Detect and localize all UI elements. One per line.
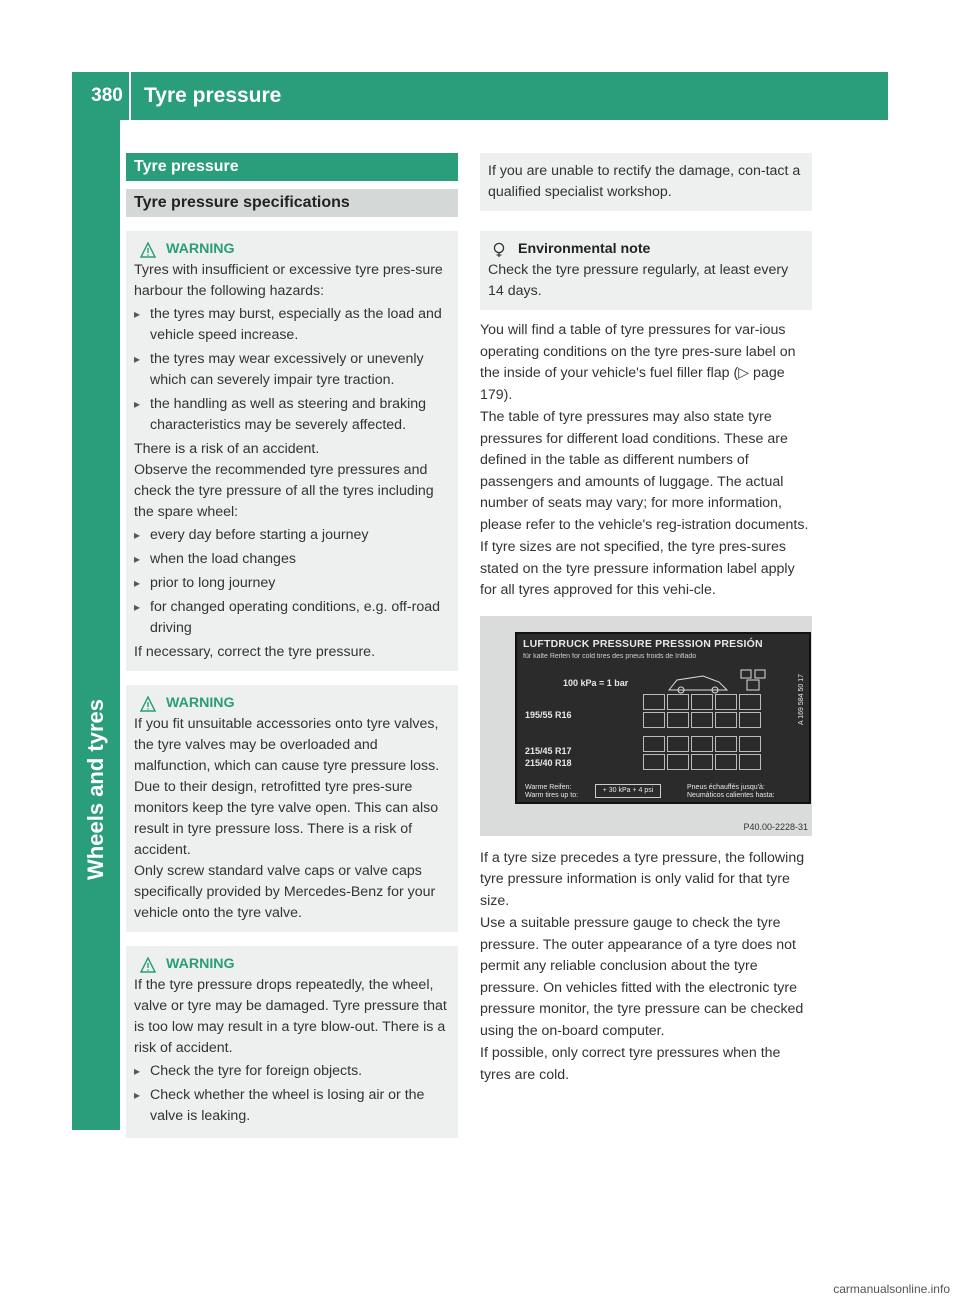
list-item: ▸ the tyres may burst, especially as the load and vehicle speed increase. [134,304,450,346]
list-item: ▸ the handling as well as steering and braking characteristics may be severely affected. [134,394,450,436]
chapter-side-tab [72,120,120,1130]
list-item: ▸ prior to long journey [134,573,450,594]
hazard-list [134,304,450,436]
warning-heading: WARNING [166,956,235,972]
paragraph: The table of tyre pressures may also state tyre pressures for different load conditions. These are defined in the table as different numbers of passengers and amounts of luggage. The actual number of seats may vary; for more information, please refer to the vehicle's reg-istration documents. [480,409,809,533]
warning-heading: WARNING [166,241,235,257]
warning-triangle-icon [140,957,156,973]
lightbulb-icon [492,242,506,258]
environmental-note-heading: Environmental note [518,241,651,257]
tyre-size-3: 215/40 R18 [525,757,572,768]
warning-intro: Tyres with insufficient or excessive tyre pres-sure harbour the following hazards: [134,262,443,299]
warning-text: If you fit unsuitable accessories onto tyre valves, the tyre valves may be overloaded and malfunction, which can cause tyre pressure loss. Due to their design, retrofitted tyre pres-sure monitors keep the tyre valve open. This can also result in tyre pressure loss. There is a risk of accident. [134,716,440,858]
warning-text: If the tyre pressure drops repeatedly, the wheel, valve or tyre may be damaged. Tyre pressure that is too low may result in a tyre blow-out. There is a risk of accident. [134,977,447,1056]
page-number: 380 [91,85,123,106]
vehicle-load-icon [667,668,771,694]
paragraph: If possible, only correct tyre pressures when the tyres are cold. [480,1045,781,1083]
list-item: ▸ the tyres may wear excessively or unevenly which can severely impair tyre traction. [134,349,450,391]
warning-box-2 [126,685,458,932]
tyre-size-2: 215/45 R17 [525,745,572,756]
tyre-pressure-label-figure [480,616,812,836]
paragraph: Use a suitable pressure gauge to check the tyre pressure. The outer appearance of a tyre does not permit any reliable conclusion about the tyre pressure. On vehicles fitted with the electronic tyre pressure monitor, the tyre pressure can be checked using the on-board computer. [480,915,804,1039]
list-item: ▸ when the load changes [134,549,450,570]
paragraph: If tyre sizes are not specified, the tyre pres-sures stated on the tyre pressure information label apply for all tyres approved for this vehi-cle. [480,539,795,598]
tyre-size-1: 195/55 R16 [525,709,572,720]
warning-box-3 [126,946,458,1138]
warm-tyres-addition: + 30 kPa + 4 psi [595,784,661,798]
check-list [134,525,450,639]
list-item: ▸ every day before starting a journey [134,525,450,546]
list-item: ▸ Check whether the wheel is losing air or the valve is leaking. [134,1085,450,1127]
environmental-note-text: Check the tyre pressure regularly, at least every 14 days. [488,262,789,299]
paragraph: If a tyre size precedes a tyre pressure, the following tyre pressure information is only valid for that tyre size. [480,849,805,909]
label-part-number: A 169 584 50 17 [798,673,805,725]
header-divider [129,72,131,120]
risk-text: There is a risk of an accident. [134,441,320,457]
label-unit-note: 100 kPa = 1 bar [563,677,629,688]
warm-tyres-note: Warme Reifen: Warm tires up to: [525,783,579,799]
warning-box-1 [126,231,458,671]
action-list [134,1061,450,1127]
list-item: ▸ Check the tyre for foreign objects. [134,1061,450,1082]
page-header [72,72,888,120]
tyre-pressure-label [515,632,811,804]
continued-text: If you are unable to rectify the damage, con-tact a qualified specialist workshop. [488,163,801,200]
chapter-label: Wheels and tyres [83,699,108,880]
warm-tyres-note-fr-es: Pneus échauffés jusqu'à: Neumáticos calientes hasta: [687,783,775,799]
continued-warning-box [480,153,812,211]
pressure-grid [643,694,761,778]
warning-heading: WARNING [166,695,235,711]
left-column [126,153,458,1138]
label-subtitle: für kalte Reifen for cold tires des pneus froids de Inflado [523,652,697,660]
warning-text: Only screw standard valve caps or valve caps specifically provided by Mercedes-Benz for your vehicle onto the tyre valve. [134,863,436,921]
environmental-note-box [480,231,812,310]
warning-triangle-icon [140,696,156,712]
list-item: ▸ for changed operating conditions, e.g. off-road driving [134,597,450,639]
section-title: Tyre pressure [126,153,458,181]
subsection-title: Tyre pressure specifications [126,189,458,217]
correct-text: If necessary, correct the tyre pressure. [134,644,376,660]
figure-caption: P40.00-2228-31 [743,821,808,832]
label-title: LUFTDRUCK PRESSURE PRESSION PRESIÓN [523,637,763,650]
paragraph: You will find a table of tyre pressures for var-ious operating conditions on the tyre pres-sure label on the inside of your vehicle's fuel filler flap (▷ page 179). [480,322,796,403]
observe-text: Observe the recommended tyre pressures and check the tyre pressure of all the tyres including the spare wheel: [134,462,434,520]
header-title: Tyre pressure [144,84,282,107]
watermark: carmanualsonline.info [833,1282,950,1296]
warning-triangle-icon [140,242,156,258]
right-column [480,153,812,1086]
